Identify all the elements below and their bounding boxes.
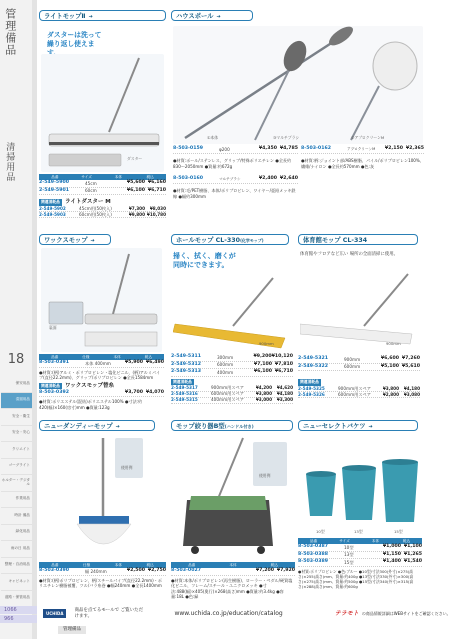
table-row[interactable]: 2-549-5317 900mm用スペア ¥4,200 ¥4,620: [171, 385, 293, 391]
sidebar-item[interactable]: ゴーグライト: [1, 459, 32, 476]
table-header: 品番 仕様 本体 税込: [39, 562, 166, 568]
product-image: [173, 434, 293, 560]
brand-logo: UCHIDA: [43, 609, 66, 618]
section-title: ニューダンディーモップ ➔: [39, 420, 155, 431]
page-tag-bar: [0, 621, 457, 639]
spec-note: ●材質:ポリエステル(混紡)ポリエステル100% ●寸法:約420(幅)×160(房寸)mm ●質量:123g: [39, 399, 143, 410]
table-row[interactable]: 8-503-0159 φ200 ¥4,350 ¥4,785: [173, 146, 298, 152]
price-table: [39, 174, 166, 218]
arrow-icon: ➔: [115, 424, 120, 430]
feature-description: 体育館やフロアなど広い 場所の全面清掃に使用。: [300, 252, 398, 257]
product-image: [41, 434, 164, 560]
sidebar-item[interactable]: 道路・保管用品: [1, 591, 32, 608]
footer-text: 商品を点てるモールで ご覧いただけます。: [74, 607, 144, 619]
table-header: 品番 本体 税込: [171, 562, 295, 568]
page-number: 18: [7, 352, 25, 367]
section-house-pole: [171, 10, 426, 235]
image-label: 10型: [316, 529, 325, 534]
table-row[interactable]: 8-503-0389 15型 ¥1,400 ¥1,540: [298, 559, 422, 565]
page-link[interactable]: 1066: [0, 606, 37, 614]
table-row[interactable]: 8-503-0388 13型 ¥1,150 ¥1,265: [298, 551, 422, 558]
section-title: ライトモップⅡ ➔: [39, 10, 166, 21]
table-row[interactable]: 2-549-5311 300mm ¥9,200 ¥10,120: [171, 354, 293, 360]
house-pole-illustration: [173, 26, 423, 144]
table-row[interactable]: 8-503-0160 マルチブラシ ¥2,400 ¥2,640: [173, 176, 298, 184]
sidebar-item[interactable]: 整理・自治用品: [1, 558, 32, 575]
image-label: ①本体: [207, 135, 218, 140]
image-label: ダスター: [127, 156, 143, 161]
table-header: 品番 仕様 本体 税込: [39, 354, 164, 360]
image-label: 13型: [354, 529, 363, 534]
consumables-title: 関連消耗品: [300, 379, 319, 385]
image-label: 裏面: [49, 325, 57, 330]
image-label: 15型: [394, 529, 403, 534]
product-image: [173, 26, 423, 144]
table-row[interactable]: 2-549-5322 600mm ¥5,100 ¥5,610: [298, 363, 420, 370]
spec-note: ●材質:(柄)ポリプロピレン、柄/スチールパイプ(直径22.2mm)・ポリエチレン樹脂被覆、ツル/バラ糸巻 ●幅240mm ●全長1400mm: [39, 577, 162, 589]
table-row[interactable]: 2-549-5316 600mm用スペア ¥3,800 ¥4,180: [171, 391, 293, 397]
light-mop-illustration: [41, 54, 164, 172]
sidebar-item[interactable]: クリエイト: [1, 442, 32, 459]
sidebar-item[interactable]: 雨の日 用品: [1, 541, 32, 558]
product-image: [300, 434, 420, 538]
sidebar-item[interactable]: 作業用品: [1, 492, 32, 509]
spec-note: ●材質:毛/PET樹脂、本体/ポリプロピレン、ワイヤー/亜鉛メッキ鉄線 ●幅約300mm: [173, 188, 296, 199]
feature-callout: 掃く、拭く、磨くが 同時にできます。: [173, 252, 236, 270]
catalog-url[interactable]: www.uchida.co.jp/education/catalog: [174, 609, 283, 617]
section-title: ニューセレクトバケツ ➔: [298, 420, 418, 431]
image-label: ②アプロクリーンM: [351, 135, 385, 140]
table-row[interactable]: 8-503-0027 ¥7,200 ¥7,920: [171, 568, 295, 576]
product-image: [41, 248, 162, 352]
table-header: 品番 サイズ 本体 税込: [298, 538, 422, 544]
consumables-table: [39, 206, 166, 218]
image-label: 使用例: [121, 465, 133, 470]
price-table: [39, 354, 164, 410]
table-row[interactable]: 8-503-0390 幅 240mm ¥2,500 ¥2,750: [39, 568, 166, 574]
consumables-table: [171, 386, 293, 404]
section-light-mop: [39, 10, 166, 235]
sidebar-item[interactable]: 保安用品: [1, 376, 32, 393]
product-image: [41, 54, 164, 172]
sidebar-item[interactable]: 安全・安心: [1, 426, 32, 443]
table-row[interactable]: 2-549-5315 400mm用スペア ¥3,000 ¥3,300: [171, 397, 293, 403]
section-mop-wringer: [171, 420, 295, 606]
bucket-illustration: [300, 434, 420, 538]
table-row[interactable]: 2-549-5321 900mm ¥6,600 ¥7,260: [298, 356, 420, 362]
table-row[interactable]: 2-549-5326 600mm用スペア ¥2,800 ¥3,080: [298, 391, 420, 397]
table-row[interactable]: 2-549-5902 45cm用(50枚入) ¥7,300 ¥8,030: [39, 205, 166, 211]
sidebar-item[interactable]: 時計 備品: [1, 508, 32, 525]
mop-wringer-illustration: [173, 434, 293, 560]
table-row[interactable]: 2-549-5313 400mm ¥6,100 ¥6,710: [171, 369, 293, 375]
price-table: [298, 356, 420, 398]
footer: [37, 606, 457, 621]
arrow-icon: ➔: [90, 238, 95, 244]
spec-note: ●材質:(柄)アルミ・ポリプロピレン・塩化ビニル、(柄)アルミパイプ(直径22.2mm)、グリップ/ポリプロピレン ●全長1584mm: [39, 369, 161, 381]
table-row[interactable]: 2-549-5901 60cm ¥6,100 ¥6,710: [39, 187, 166, 194]
dandy-mop-illustration: [41, 434, 164, 560]
section-title: ワックスモップ ➔: [39, 234, 111, 245]
section-title: 体育館モップ CL-334: [298, 234, 418, 245]
section-bucket: [298, 420, 422, 606]
image-label: 900mm: [386, 341, 401, 346]
table-row[interactable]: 8-503-0392 ¥3,700 ¥4,070: [39, 390, 164, 398]
consumables-title: 関連消耗品 ワックスモップ替糸: [41, 382, 114, 389]
spec-note: ●材質:ポール/ステンレス、グリップ/特殊ポリエチレン ●全長約830〜2050mm ●質量:約672g: [173, 158, 292, 169]
feature-callout: ダスターは洗って 繰り返し使えま: [47, 31, 102, 49]
page-tag: 管理備品: [58, 626, 86, 634]
table-row[interactable]: 8-503-0391 本体 400mm ¥5,900 ¥6,490: [39, 360, 164, 366]
spec-note: ●材質:本体/ポリプロピレン(再生樹脂)、ローラー・ペダル/硬質塩化ビニル、フレーム/スチール・ユニクロメッキ ●寸法:488(幅)×405(奥行)×268(高さ)mm ●質量:約3.4kg ●容量:18L ●色:緑: [171, 577, 293, 600]
table-row[interactable]: 2-549-5312 600mm ¥7,100 ¥7,810: [171, 361, 293, 368]
section-title: ハウスポール ➔: [171, 10, 253, 21]
price-table: [171, 354, 293, 404]
section-hall-mop: [171, 234, 293, 409]
section-title: ホールモップ CL-330(化学モップ): [171, 234, 289, 245]
section-wax-mop: [39, 234, 164, 409]
image-label: 900mm: [259, 341, 274, 346]
spec-note: ●材質:ポリプロピレン ●色:ブルー ●10型/寸法300(外寸)×275(高さ)×255(高さ)mm、質量:約400g ●13型/寸法330(外寸)×300(高さ)×275(高さ)mm、質量:約500g ●15型/寸法340(外寸)×315(高さ)×288(高さ)mm、質量:約600g: [298, 568, 414, 589]
page-link[interactable]: 966: [0, 615, 37, 623]
product-image: [173, 276, 291, 354]
maker-note: の商品情報詳細はWEBサイトをご確認ください。: [361, 611, 451, 616]
arrow-icon: ➔: [88, 14, 93, 20]
price-table: [171, 562, 295, 600]
table-row[interactable]: 8-503-0162 アプロクリーンM ¥2,150 ¥2,365: [301, 146, 424, 154]
section-dandy-mop: [39, 420, 166, 606]
arrow-icon: ➔: [368, 424, 373, 430]
spec-note: ●材質:柄:ジョイント部/ABS樹脂、パイル/ポリプロピレン100%、繊維/ナイロン ●全長約570mm ●色:灰: [301, 158, 424, 169]
section-gym-mop: [298, 234, 420, 409]
sidebar-subtitle: 清掃用品: [4, 142, 15, 182]
table-row[interactable]: 2-549-5900 45cm ¥5,600 ¥6,160: [39, 180, 166, 186]
sidebar: [0, 0, 37, 639]
consumables-table: [298, 386, 420, 398]
sidebar-strip: [32, 0, 37, 639]
sidebar-item[interactable]: ホルダー・デジタル: [1, 475, 32, 492]
consumables-title: 関連消耗品 ライトダスター M: [41, 199, 111, 206]
consumables-title: 関連消耗品: [173, 378, 192, 384]
sidebar-item[interactable]: キャビネット: [1, 574, 32, 591]
sidebar-item[interactable]: 緑化用品: [1, 525, 32, 542]
table-row[interactable]: 8-503-0387 10型 ¥1,000 ¥1,100: [298, 544, 422, 550]
table-row[interactable]: 2-549-5903 60cm用(50枚入) ¥9,800 ¥10,780: [39, 211, 166, 217]
image-label: 使用例: [259, 473, 271, 478]
sidebar-item[interactable]: 安全・衛生: [1, 409, 32, 426]
price-table: [39, 562, 166, 589]
maker-logo: テラモト: [334, 609, 359, 617]
sidebar-title: 管理備品: [3, 8, 17, 56]
image-label: ③マルチブラシ: [273, 135, 300, 140]
price-table: [298, 538, 422, 589]
sidebar-item-active[interactable]: 清掃用品: [1, 393, 32, 410]
product-image: [300, 270, 418, 354]
sidebar-index: [1, 376, 32, 607]
section-title: モップ絞り器B型(ハンドル付き): [171, 420, 293, 431]
arrow-icon: ➔: [216, 14, 221, 20]
table-header: 品番 サイズ 本体 税込: [39, 174, 166, 180]
wax-mop-illustration: [41, 248, 162, 352]
table-row[interactable]: 2-549-5325 900mm用スペア ¥3,800 ¥4,180: [298, 385, 420, 391]
